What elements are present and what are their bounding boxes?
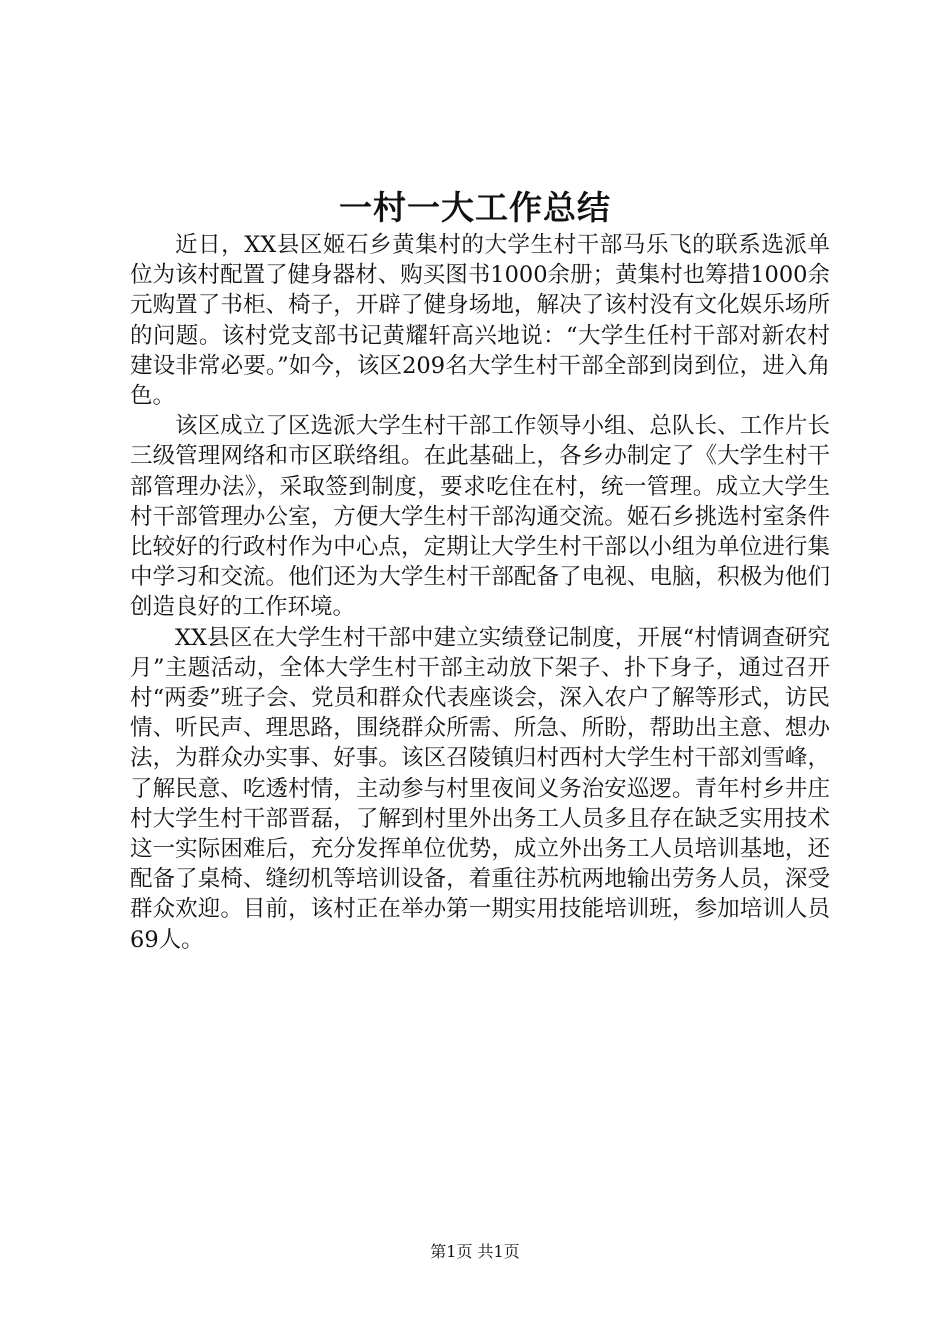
paragraph-1: 近日，XX县区姬石乡黄集村的大学生村干部马乐飞的联系选派单位为该村配置了健身器材、购买图书1000余册；黄集村也筹措1000余元购置了书柜、椅子，开辟了健身场地，解决了该村没有文化娱乐场所的问题。该村党支部书记黄耀轩高兴地说：“大学生任村干部对新农村建设非常必要。”如今，该区209名大学生村干部全部到岗到位，进入角色。 — [130, 232, 830, 410]
paragraph-3: XX县区在大学生村干部中建立实绩登记制度，开展“村情调查研究月”主题活动，全体大学生村干部主动放下架子、扑下身子，通过召开村“两委”班子会、党员和群众代表座谈会，深入农户了解等形式，访民情、听民声、理思路，围绕群众所需、所急、所盼，帮助出主意、想办法，为群众办实事、好事。该区召陵镇归村西村大学生村干部刘雪峰，了解民意、吃透村情，主动参与村里夜间义务治安巡逻。青年村乡井庄村大学生村干部晋磊，了解到村里外出务工人员多且存在缺乏实用技术这一实际困难后，充分发挥单位优势，成立外出务工人员培训基地，还配备了桌椅、缝纫机等培训设备，着重往苏杭两地输出劳务人员，深受群众欢迎。目前，该村正在举办第一期实用技能培训班，参加培训人员69人。 — [130, 624, 830, 953]
document-title: 一村一大工作总结 — [339, 188, 611, 227]
document-body — [130, 230, 830, 955]
paragraph-2: 该区成立了区选派大学生村干部工作领导小组、总队长、工作片长三级管理网络和市区联络组。在此基础上，各乡办制定了《大学生村干部管理办法》，采取签到制度，要求吃住在村，统一管理。成立大学生村干部管理办公室，方便大学生村干部沟通交流。姬石乡挑选村室条件比较好的行政村作为中心点，定期让大学生村干部以小组为单位进行集中学习和交流。他们还为大学生村干部配备了电视、电脑，积极为他们创造良好的工作环境。 — [130, 413, 830, 621]
page-footer: 第1页 共1页 — [430, 1242, 520, 1261]
